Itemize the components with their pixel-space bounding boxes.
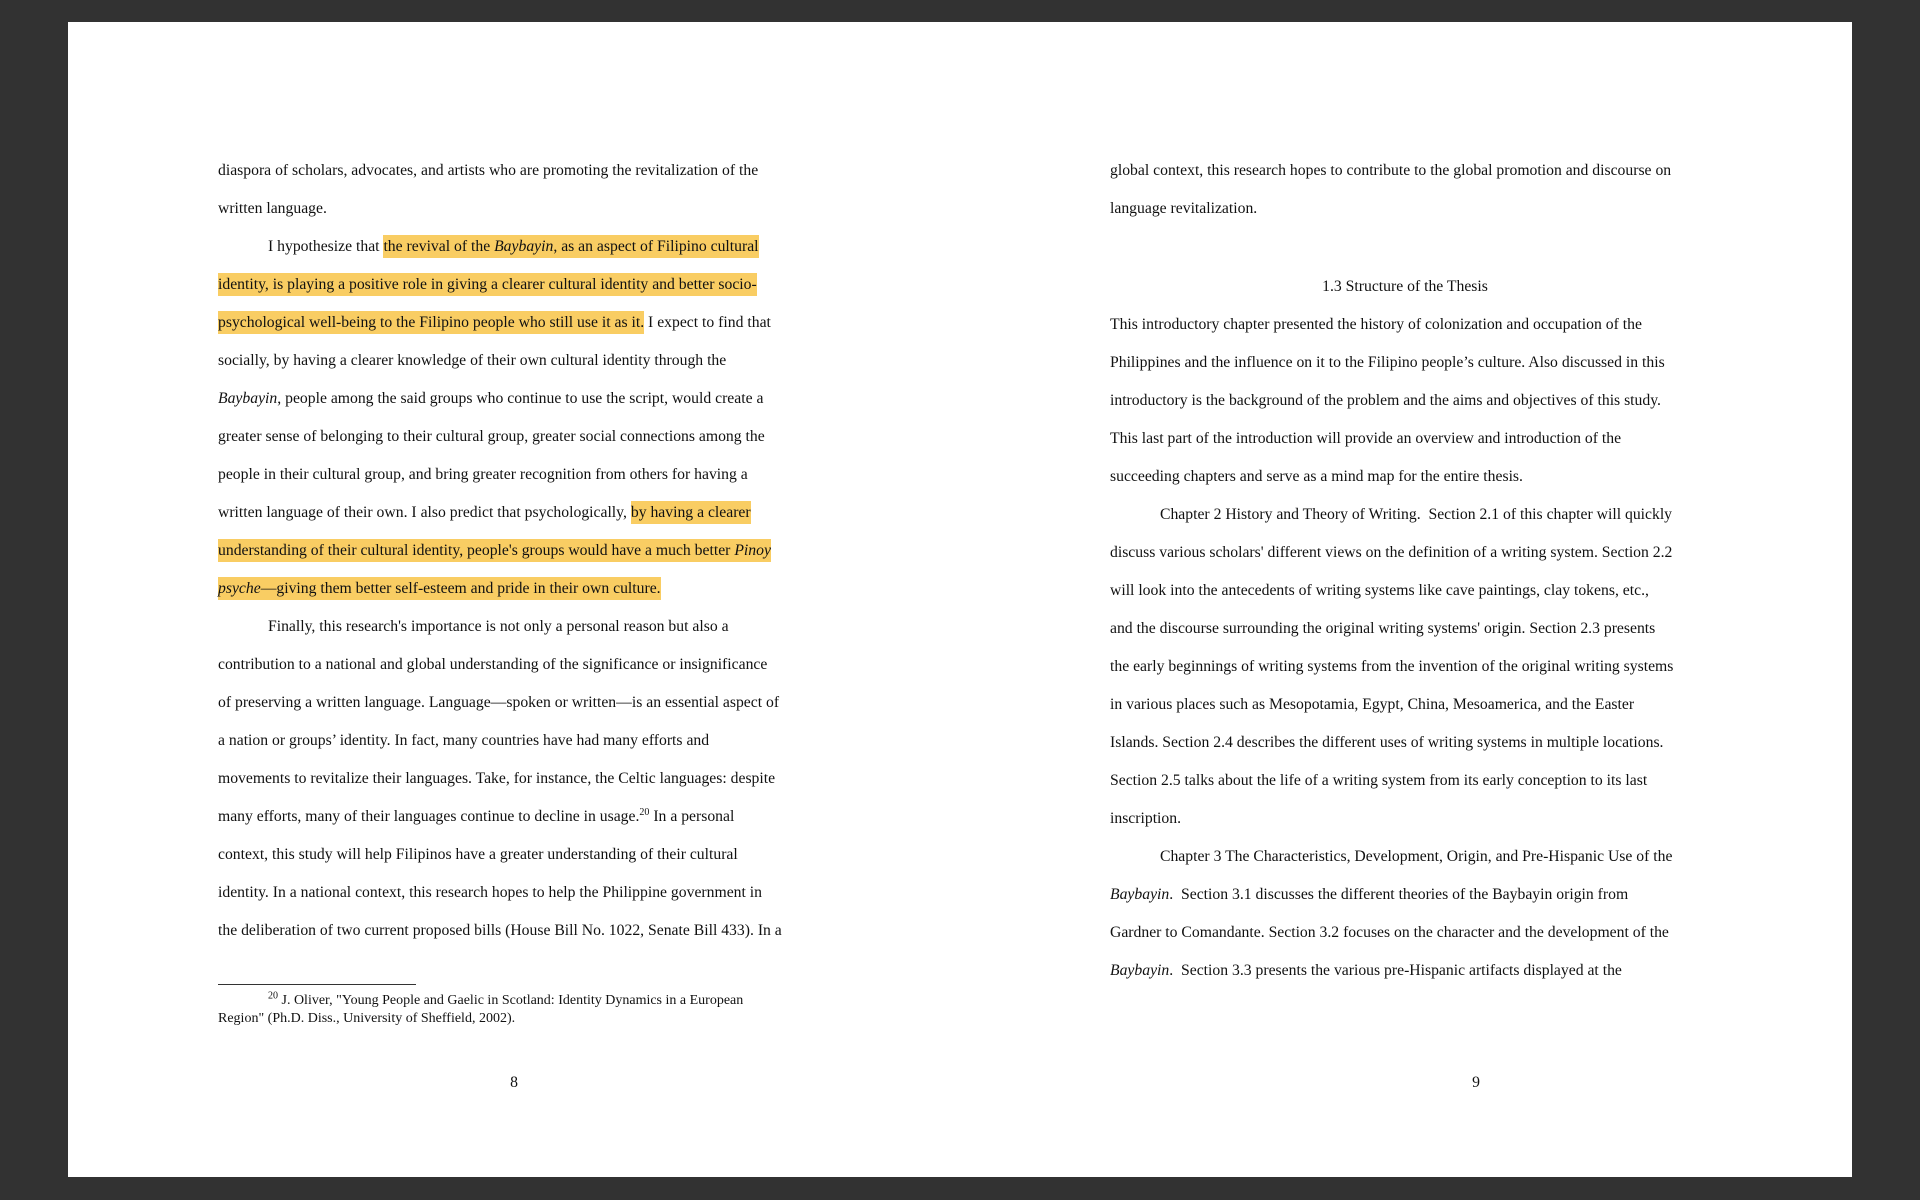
text-line: and the discourse surrounding the original writing systems' origin. Section 2.3 presents: [1110, 620, 1656, 637]
highlight: psyche—giving them better self-esteem and pride in their own culture.: [218, 577, 661, 600]
text-line: Chapter 2 History and Theory of Writing. Section 2.1 of this chapter will quickly: [1160, 506, 1673, 523]
text-line: Section 2.5 talks about the life of a writing system from its early conception to its last: [1110, 772, 1648, 789]
page-number: 9: [1472, 1074, 1480, 1091]
text-line: [218, 266, 883, 304]
text-line: diaspora of scholars, advocates, and artists who are promoting the revitalization of the: [218, 162, 759, 179]
text-line: of preserving a written language. Language—spoken or written—is an essential aspect of: [218, 694, 780, 711]
text-line: a nation or groups’ identity. In fact, many countries have had many efforts and: [218, 732, 710, 749]
text-line: I hypothesize that the revival of the Baybayin, as an aspect of Filipino cultural: [218, 228, 883, 266]
footnote-line: Region" (Ph.D. Diss., University of Sheffield, 2002).: [218, 1011, 516, 1026]
page-8-body: [218, 152, 883, 950]
text-line: Baybayin. Section 3.1 discusses the different theories of the Baybayin origin from: [1110, 886, 1629, 903]
highlight: psychological well-being to the Filipino people who still use it as it.: [218, 311, 644, 334]
text-line: Baybayin, people among the said groups who continue to use the script, would create a: [218, 390, 764, 407]
text-line: in various places such as Mesopotamia, Egypt, China, Mesoamerica, and the Easter: [1110, 696, 1635, 713]
text-line: movements to revitalize their languages. Take, for instance, the Celtic languages: despite: [218, 770, 776, 787]
text-line: many efforts, many of their languages continue to decline in usage.$^{20}$ In a personal: [218, 806, 735, 825]
text-line: psychological well-being to the Filipino people who still use it as it. I expect to find that: [218, 304, 883, 342]
text-line: language revitalization.: [1110, 200, 1258, 217]
text-line: discuss various scholars' different views on the definition of a writing system. Section 2.2: [1110, 544, 1673, 561]
footnote-line: $^{20}$ J. Oliver, "Young People and Gaelic in Scotland: Identity Dynamics in a European: [268, 990, 744, 1008]
highlight: understanding of their cultural identity, people's groups would have a much better Pinoy: [218, 539, 771, 562]
text-line: written language of their own. I also predict that psychologically, by having a clearer: [218, 494, 883, 532]
text-line: Baybayin. Section 3.3 presents the various pre-Hispanic artifacts displayed at the: [1110, 962, 1622, 979]
text-line: greater sense of belonging to their cultural group, greater social connections among the: [218, 428, 765, 445]
page-number: 8: [510, 1074, 518, 1091]
spacer: [1110, 228, 1775, 268]
document-spread: [68, 22, 1852, 1177]
text-line: Islands. Section 2.4 describes the different uses of writing systems in multiple locations.: [1110, 734, 1664, 751]
page-9-body: [1110, 152, 1775, 990]
text-line: context, this study will help Filipinos have a greater understanding of their cultural: [218, 846, 738, 863]
highlight: by having a clearer: [631, 501, 751, 524]
text-line: people in their cultural group, and bring greater recognition from others for having a: [218, 466, 748, 483]
page-9: [960, 22, 1852, 1177]
text-line: written language.: [218, 200, 327, 217]
text-line: contribution to a national and global understanding of the significance or insignificance: [218, 656, 768, 673]
text-line: [218, 570, 883, 608]
text-line: will look into the antecedents of writing systems like cave paintings, clay tokens, etc.,: [1110, 582, 1649, 599]
highlight: identity, is playing a positive role in giving a clearer cultural identity and better socio-: [218, 273, 757, 296]
text-line: socially, by having a clearer knowledge of their own cultural identity through the: [218, 352, 727, 369]
highlight: the revival of the Baybayin, as an aspect of Filipino cultural: [383, 235, 758, 258]
text-line: identity. In a national context, this research hopes to help the Philippine government in: [218, 884, 762, 901]
page-8: [68, 22, 960, 1177]
text-line: This introductory chapter presented the history of colonization and occupation of the: [1110, 316, 1642, 333]
text-line: Philippines and the influence on it to the Filipino people’s culture. Also discussed in this: [1110, 354, 1665, 371]
text-line: the early beginnings of writing systems from the invention of the original writing systems: [1110, 658, 1674, 675]
text-line: global context, this research hopes to contribute to the global promotion and discourse on: [1110, 162, 1672, 179]
text-line: Finally, this research's importance is not only a personal reason but also a: [268, 618, 729, 635]
footnote-divider: [218, 984, 416, 985]
section-heading: 1.3 Structure of the Thesis: [1322, 278, 1488, 295]
text-line: inscription.: [1110, 810, 1182, 827]
text-line: the deliberation of two current proposed bills (House Bill No. 1022, Senate Bill 433). In a: [218, 922, 782, 939]
text-line: Gardner to Comandante. Section 3.2 focuses on the character and the development of the: [1110, 924, 1669, 941]
text-line: [218, 532, 883, 570]
footnote-number: 20: [268, 990, 278, 1002]
footnote: [218, 992, 858, 1028]
text-line: This last part of the introduction will provide an overview and introduction of the: [1110, 430, 1622, 447]
text-line: introductory is the background of the problem and the aims and objectives of this study.: [1110, 392, 1661, 409]
footnote-reference[interactable]: 20: [639, 806, 650, 818]
text-line: Chapter 3 The Characteristics, Development, Origin, and Pre-Hispanic Use of the: [1160, 848, 1673, 865]
text-line: succeeding chapters and serve as a mind map for the entire thesis.: [1110, 468, 1523, 485]
